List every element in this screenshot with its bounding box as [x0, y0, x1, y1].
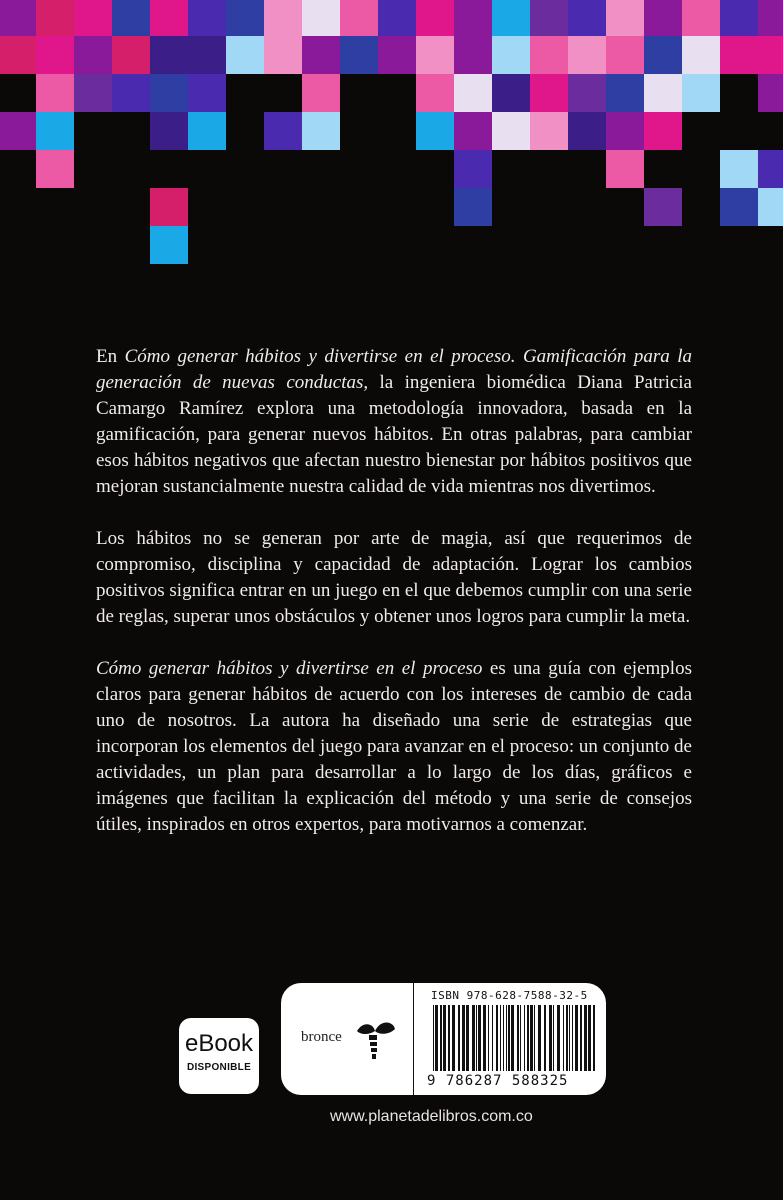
pixel-tile [188, 0, 226, 36]
barcode-bar [448, 1005, 450, 1071]
publisher-name: bronce [301, 1029, 342, 1045]
barcode-bar [433, 1005, 434, 1071]
barcode-bar [508, 1005, 510, 1071]
pixel-tile [302, 36, 340, 74]
book-title-italic-2: Cómo generar hábitos y divertirse en el proceso [96, 658, 483, 679]
isbn-label: ISBN 978-628-7588-32-5 [431, 989, 588, 1002]
barcode-bar [538, 1005, 541, 1071]
barcode-bar [435, 1005, 438, 1071]
barcode-bar [588, 1005, 591, 1071]
barcode-bar [593, 1005, 595, 1071]
pixel-tile [530, 0, 568, 36]
barcode-bar [511, 1005, 514, 1071]
pixel-tile [416, 36, 454, 74]
pixel-tile [226, 0, 264, 36]
barcode-bar [483, 1005, 486, 1071]
barcode-bar [527, 1005, 529, 1071]
barcode-bar [549, 1005, 552, 1071]
pixel-tile [36, 112, 74, 150]
pixel-tile [720, 0, 758, 36]
pixel-tile [0, 36, 36, 74]
pixel-tile [188, 112, 226, 150]
barcode-bar [530, 1005, 533, 1071]
book-title-italic: Cómo generar hábitos y divertirse en el proceso. Gamificación para la generación de nuevas conductas [96, 346, 692, 393]
pixel-tile [492, 36, 530, 74]
barcode-bar [575, 1005, 578, 1071]
back-cover-blurb [96, 344, 692, 864]
barcode-bar [488, 1005, 489, 1071]
pixel-tile [682, 74, 720, 112]
barcode-bar [462, 1005, 465, 1071]
pixel-tile [188, 36, 226, 74]
pixel-tile [302, 112, 340, 150]
pixel-tile [492, 0, 530, 36]
barcode-bar [572, 1005, 573, 1071]
barcode-bar [500, 1005, 501, 1071]
pixel-tile [492, 74, 530, 112]
ebook-label: eBook [184, 1030, 254, 1057]
barcode-bar [476, 1005, 477, 1071]
barcode-bar [557, 1005, 560, 1071]
pixel-tile [36, 36, 74, 74]
pixel-tile [74, 0, 112, 36]
pixel-tile [36, 74, 74, 112]
pixel-tile [720, 188, 758, 226]
pixel-tile [530, 36, 568, 74]
pixel-tile [36, 150, 74, 188]
barcode-bar [478, 1005, 481, 1071]
pixel-tile [340, 36, 378, 74]
barcode-bar [466, 1005, 469, 1071]
barcode-bar [520, 1005, 521, 1071]
pixel-tile [340, 0, 378, 36]
pixel-tile [0, 112, 36, 150]
blurb-paragraph-3: Cómo generar hábitos y divertirse en el proceso es una guía con ejemplos claros para generar hábitos de acuerdo con los intereses de cambio de cada uno de nosotros. La autora ha diseñado una serie de estrategias que incorporan los elementos del juego para avanzar en el proceso: un conjunto de actividades, un plan para desarrollar a lo largo de los días, gráficos e imágenes que facilitan la explicación del método y una serie de consejos útiles, inspirados en otros expertos, para motivarnos a comenzar. [96, 658, 692, 835]
pixel-tile [454, 150, 492, 188]
barcode-bar [544, 1005, 546, 1071]
barcode-bar [534, 1005, 535, 1071]
barcode-bar [496, 1005, 498, 1071]
pixel-tile [758, 74, 783, 112]
barcode-bar [506, 1005, 507, 1071]
barcode-bar [517, 1005, 519, 1071]
pixel-tile [36, 0, 74, 36]
pixel-tile [150, 188, 188, 226]
pixel-tile [226, 36, 264, 74]
publisher-website: www.planetadelibros.com.co [330, 1108, 533, 1125]
barcode-bar [566, 1005, 568, 1071]
pixel-tile [150, 226, 188, 264]
pixel-tile [378, 36, 416, 74]
pixel-tile [188, 74, 226, 112]
pixel-tile [720, 150, 758, 188]
barcode-bar [458, 1005, 460, 1071]
barcode-bar [492, 1005, 493, 1071]
pixel-tile [302, 0, 340, 36]
pixel-tile [606, 36, 644, 74]
pixel-mosaic-decoration [0, 0, 783, 300]
pixel-tile [568, 0, 606, 36]
blurb-paragraph-1: En Cómo generar hábitos y divertirse en el proceso. Gamificación para la generación de nuevas conductas, la ingeniera biomédica Diana Patricia Camargo Ramírez explora una metodología innovadora, basada en la gamificación, para generar nuevos hábitos. En otras palabras, para cambiar esos hábitos negativos que afectan nuestro bienestar por hábitos positivos que mejoran sustancialmente nuestra calidad de vida mientras nos divertimos. [96, 346, 692, 497]
barcode-bars [431, 1005, 601, 1075]
pixel-tile [568, 112, 606, 150]
pixel-tile [454, 112, 492, 150]
pixel-tile [606, 74, 644, 112]
pixel-tile [644, 36, 682, 74]
barcode-bar [580, 1005, 582, 1071]
pixel-tile [454, 36, 492, 74]
pixel-tile [150, 74, 188, 112]
pixel-tile [720, 36, 758, 74]
pixel-tile [416, 112, 454, 150]
pixel-tile [568, 74, 606, 112]
pixel-tile [416, 0, 454, 36]
ebook-badge [179, 1018, 259, 1094]
pixel-tile [758, 36, 783, 74]
blurb-paragraph-2: Los hábitos no se generan por arte de magia, así que requerimos de compromiso, disciplina y capacidad de adaptación. Lograr los cambios positivos significa entrar en un juego en el que debemos cumplir con una serie de reglas, superar unos obstáculos y obtener unos logros para cumplir la meta. [96, 528, 692, 627]
pixel-tile [74, 36, 112, 74]
barcode-bar [524, 1005, 525, 1071]
barcode-bar [440, 1005, 442, 1071]
pixel-tile [682, 0, 720, 36]
pixel-tile [112, 36, 150, 74]
pixel-tile [492, 112, 530, 150]
barcode-bar [584, 1005, 587, 1071]
pixel-tile [644, 112, 682, 150]
pixel-tile [150, 36, 188, 74]
pixel-tile [112, 0, 150, 36]
pixel-tile [606, 150, 644, 188]
pixel-tile [74, 74, 112, 112]
pixel-tile [150, 112, 188, 150]
bee-logo-icon [349, 1013, 399, 1065]
pixel-tile [758, 188, 783, 226]
pixel-tile [606, 0, 644, 36]
pixel-tile [378, 0, 416, 36]
panel-divider [413, 983, 414, 1095]
pixel-tile [568, 36, 606, 74]
pixel-tile [758, 150, 783, 188]
pixel-tile [264, 112, 302, 150]
pixel-tile [264, 36, 302, 74]
pixel-tile [682, 36, 720, 74]
pixel-tile [644, 74, 682, 112]
pixel-tile [454, 0, 492, 36]
publisher-barcode-panel [281, 983, 606, 1095]
ebook-available-label: DISPONIBLE [186, 1062, 252, 1073]
pixel-tile [454, 74, 492, 112]
pixel-tile [530, 112, 568, 150]
pixel-tile [112, 74, 150, 112]
pixel-tile [416, 74, 454, 112]
barcode-bar [503, 1005, 504, 1071]
pixel-tile [606, 112, 644, 150]
pixel-tile [0, 0, 36, 36]
barcode-bar [443, 1005, 446, 1071]
pixel-tile [264, 0, 302, 36]
pixel-tile [302, 74, 340, 112]
pixel-tile [758, 0, 783, 36]
pixel-tile [644, 0, 682, 36]
pixel-tile [150, 0, 188, 36]
barcode-bar [563, 1005, 564, 1071]
barcode-number: 9 786287 588325 [427, 1073, 569, 1089]
barcode-bar [569, 1005, 570, 1071]
barcode-bar [553, 1005, 554, 1071]
pixel-tile [530, 74, 568, 112]
barcode-bar [472, 1005, 475, 1071]
pixel-tile [454, 188, 492, 226]
pixel-tile [644, 188, 682, 226]
barcode-bar [452, 1005, 455, 1071]
